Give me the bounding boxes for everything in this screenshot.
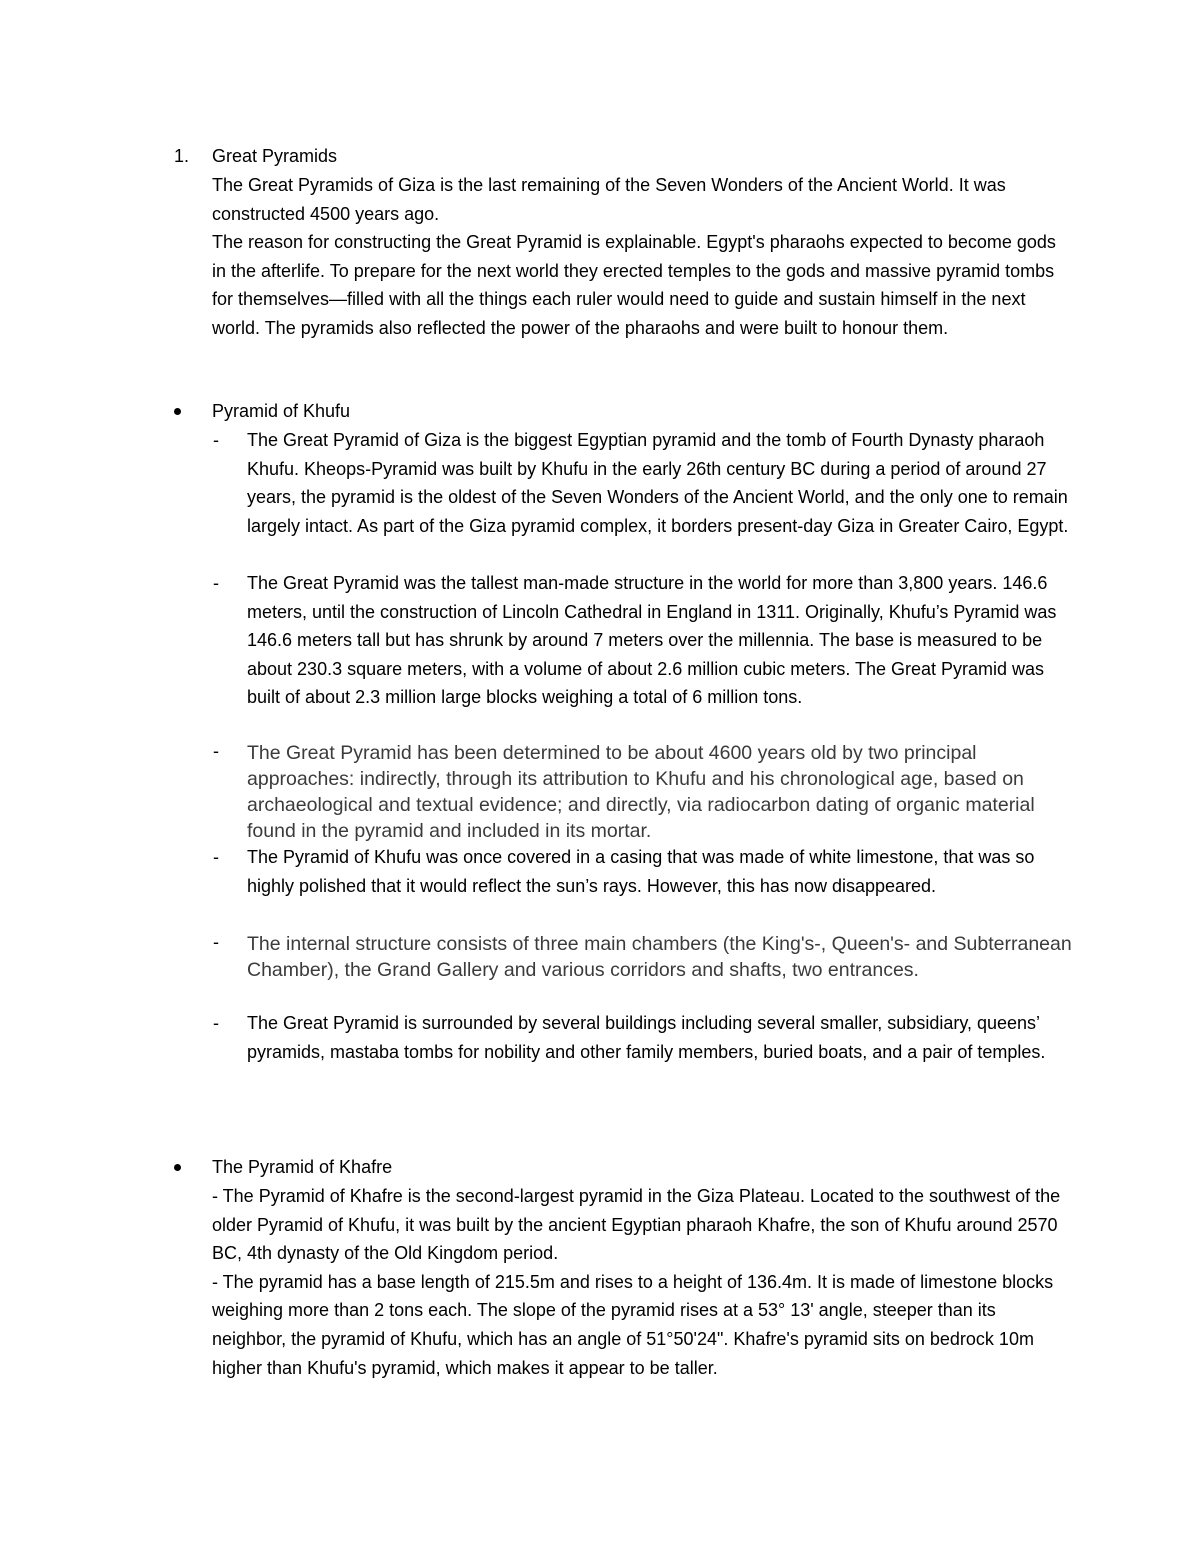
khufu-item-4: The Pyramid of Khufu was once covered in a casing that was made of white limestone, that was so highly polished that it would reflect the sun’s rays. However, this has now disappeared. <box>247 847 1035 896</box>
khufu-item-6: The Great Pyramid is surrounded by several buildings including several smaller, subsidiary, queens’ pyramids, mastaba tombs for nobility and other family members, buried boats, and a pair of temples. <box>247 1013 1046 1062</box>
great-pyramids-paragraph-1: The Great Pyramids of Giza is the last remaining of the Seven Wonders of the Ancient World. It was constructed 4500 years ago. <box>212 175 1006 224</box>
khufu-item-2: The Great Pyramid was the tallest man-made structure in the world for more than 3,800 years. 146.6 meters, until the construction of Lincoln Cathedral in England in 1311. Originally, Khufu’s Pyramid was 146.6 meters tall but has shrunk by around 7 meters over the millennia. The base is measured to be about 230.3 square meters, with a volume of about 2.6 million cubic meters. The Great Pyramid was built of about 2.3 million large blocks weighing a total of 6 million tons. <box>247 573 1057 708</box>
khafre-body <box>212 1182 1072 1382</box>
great-pyramids-body <box>212 171 1072 343</box>
dash-marker: - <box>213 741 219 761</box>
dash-marker: - <box>213 573 219 593</box>
dash-marker: - <box>213 847 219 867</box>
section-title-khafre: The Pyramid of Khafre <box>212 1157 393 1177</box>
khufu-item-3: The Great Pyramid has been determined to be about 4600 years old by two principal approaches: indirectly, through its attribution to Khufu and his chronological age, based on archaeological and textual evidence; and directly, via radiocarbon dating of organic material found in the pyramid and included in its mortar. <box>247 742 1035 842</box>
khafre-paragraph-1: - The Pyramid of Khafre is the second-largest pyramid in the Giza Plateau. Located to the southwest of the older Pyramid of Khufu, it was built by the ancient Egyptian pharaoh Khafre, the son of Khufu around 2570 BC, 4th dynasty of the Old Kingdom period. <box>212 1186 1061 1264</box>
list-number: 1. <box>174 146 190 166</box>
khufu-item-1: The Great Pyramid of Giza is the biggest Egyptian pyramid and the tomb of Fourth Dynasty pharaoh Khufu. Kheops-Pyramid was built by Khufu in the early 26th century BC during a period of around 27 years, the pyramid is the oldest of the Seven Wonders of the Ancient World, and the only one to remain largely intact. As part of the Giza pyramid complex, it borders present-day Giza in Greater Cairo, Egypt. <box>247 430 1069 536</box>
khafre-paragraph-2: - The pyramid has a base length of 215.5m and rises to a height of 136.4m. It is made of limestone blocks weighing more than 2 tons each. The slope of the pyramid rises at a 53° 13' angle, steeper than its neighbor, the pyramid of Khufu, which has an angle of 51°50'24". Khafre's pyramid sits on bedrock 10m higher than Khufu's pyramid, which makes it appear to be taller. <box>212 1271 1054 1378</box>
bullet-icon <box>174 408 181 415</box>
dash-marker: - <box>213 430 219 450</box>
bullet-icon <box>174 1164 181 1171</box>
section-title-khufu: Pyramid of Khufu <box>212 401 351 421</box>
great-pyramids-paragraph-2: The reason for constructing the Great Pyramid is explainable. Egypt's pharaohs expected to become gods in the afterlife. To prepare for the next world they erected temples to the gods and massive pyramid tombs for themselves—filled with all the things each ruler would need to guide and sustain himself in the next world. The pyramids also reflected the power of the pharaohs and were built to honour them. <box>212 232 1056 338</box>
dash-marker: - <box>213 1013 219 1033</box>
dash-marker: - <box>213 932 219 952</box>
khufu-item-5: The internal structure consists of three main chambers (the King's-, Queen's- and Subterranean Chamber), the Grand Gallery and various corridors and shafts, two entrances. <box>247 933 1072 981</box>
section-title-great-pyramids: Great Pyramids <box>212 146 338 166</box>
